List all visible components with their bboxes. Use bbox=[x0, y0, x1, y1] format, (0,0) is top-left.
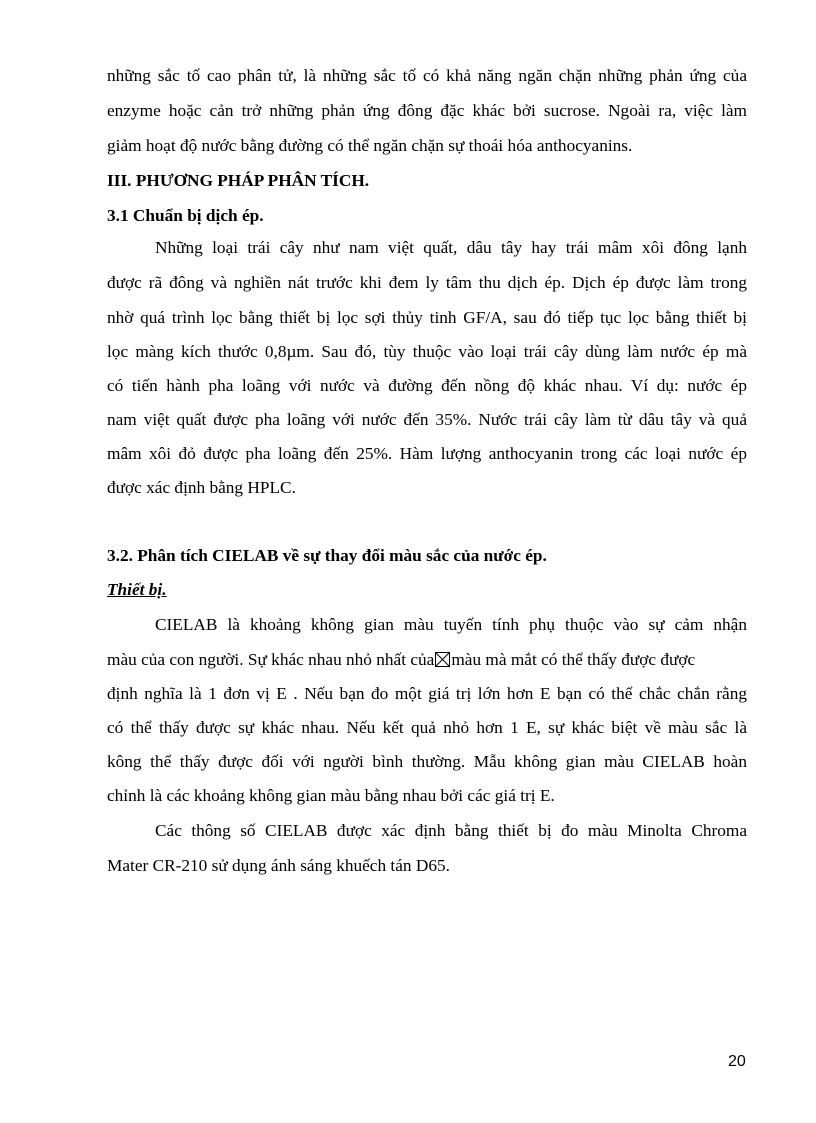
paragraph-line: Mater CR-210 sử dụng ánh sáng khuếch tán D65. bbox=[107, 856, 450, 875]
paragraph-line: giảm hoạt độ nước bằng đường có thể ngăn chặn sự thoái hóa anthocyanins. bbox=[107, 136, 633, 155]
paragraph-line: lọc màng kích thước 0,8µm. Sau đó, tùy thuộc vào loại trái cây dùng làm nước ép mà bbox=[107, 342, 747, 361]
paragraph-line bbox=[107, 650, 747, 670]
paragraph-line: nam việt quất được pha loãng với nước đến 35%. Nước trái cây làm từ dâu tây và quả bbox=[107, 410, 747, 429]
paragraph-text: màu của con người. Sự khác nhau nhỏ nhất của bbox=[107, 650, 435, 669]
subsection-heading: 3.1 Chuẩn bị dịch ép. bbox=[107, 206, 264, 225]
subsection-heading: 3.2. Phân tích CIELAB về sự thay đổi màu sắc của nước ép. bbox=[107, 546, 547, 565]
paragraph-line: Những loại trái cây như nam việt quất, dâu tây hay trái mâm xôi đông lạnh bbox=[155, 238, 747, 257]
paragraph-line: được xác định bằng HPLC. bbox=[107, 478, 296, 497]
paragraph-line: những sắc tố cao phân tử, là những sắc tố có khả năng ngăn chặn những phản ứng của bbox=[107, 66, 747, 85]
subheading-underlined: Thiết bị. bbox=[107, 580, 167, 599]
section-heading: III. PHƯƠNG PHÁP PHÂN TÍCH. bbox=[107, 171, 370, 190]
paragraph-line: có tiến hành pha loãng với nước và đường đến nồng độ khác nhau. Ví dụ: nước ép bbox=[107, 376, 747, 395]
paragraph-line: được rã đông và nghiền nát trước khi đem ly tâm thu dịch ép. Dịch ép được làm trong bbox=[107, 273, 747, 292]
paragraph-line: kông thể thấy được đối với người bình thường. Mẫu không gian màu CIELAB hoàn bbox=[107, 752, 747, 771]
paragraph-line: nhờ quá trình lọc bằng thiết bị lọc sợi thủy tinh GF/A, sau đó tiếp tục lọc bằng thiết bị bbox=[107, 308, 747, 327]
page-number: 20 bbox=[728, 1053, 746, 1070]
paragraph-line: enzyme hoặc cản trở những phản ứng đông đặc khác bởi sucrose. Ngoài ra, việc làm bbox=[107, 101, 747, 120]
paragraph-line: Các thông số CIELAB được xác định bằng thiết bị đo màu Minolta Chroma bbox=[155, 821, 747, 840]
paragraph-line: có thể thấy được sự khác nhau. Nếu kết quả nhỏ hơn 1 E, sự khác biệt về màu sắc là bbox=[107, 718, 747, 737]
paragraph-text: màu mà mắt có thể thấy được được bbox=[451, 650, 696, 669]
missing-glyph-icon bbox=[435, 652, 450, 667]
paragraph-line: định nghĩa là 1 đơn vị E . Nếu bạn đo một giá trị lớn hơn E bạn có thể chắc chắn rằng bbox=[107, 684, 747, 703]
paragraph-line: chỉnh là các khoảng không gian màu bằng nhau bởi các giá trị E. bbox=[107, 786, 555, 805]
paragraph-line: mâm xôi đỏ được pha loãng đến 25%. Hàm lượng anthocyanin trong các loại nước ép bbox=[107, 444, 747, 463]
paragraph-line: CIELAB là khoảng không gian màu tuyến tính phụ thuộc vào sự cảm nhận bbox=[155, 615, 747, 634]
